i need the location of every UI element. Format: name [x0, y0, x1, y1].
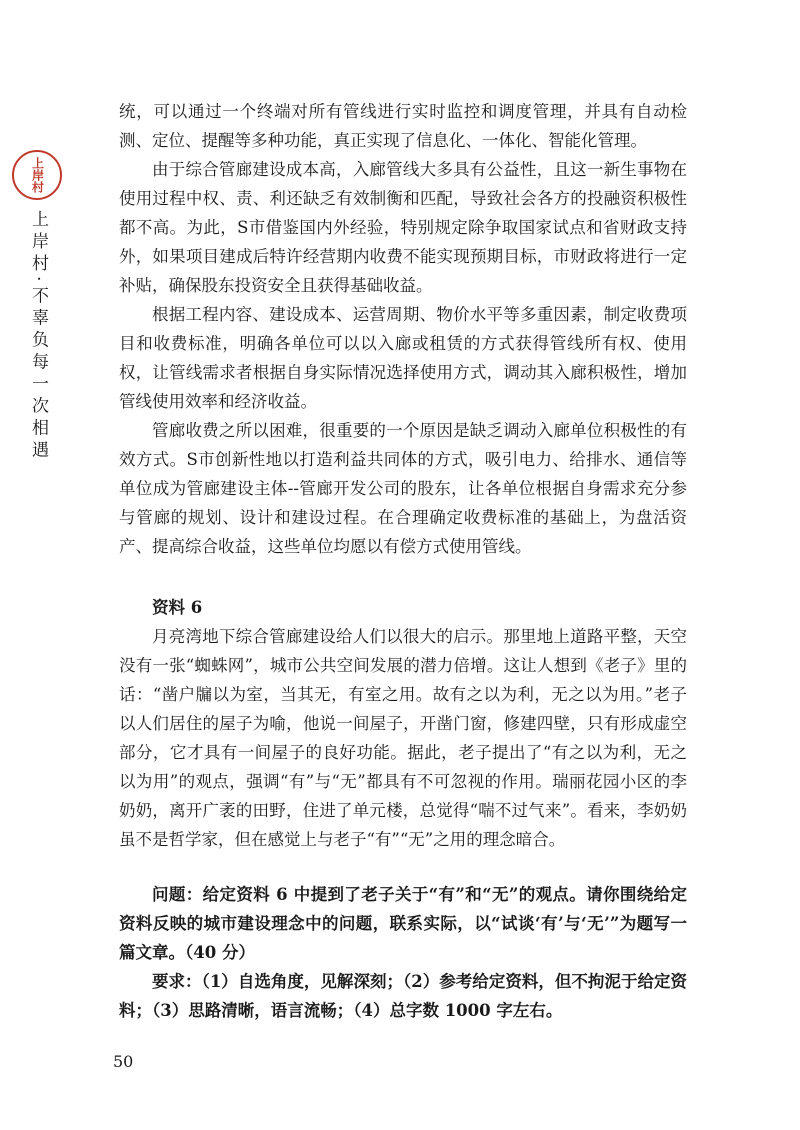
paragraph-3: 根据工程内容、建设成本、运营周期、物价水平等多重因素，制定收费项目和收费标准，明确各单位可以以入廊或租赁的方式获得管线所有权、使用权，让管线需求者根据自身实际情况选择使用方式，调动其入廊积极性，增加管线使用效率和经济收益。: [119, 305, 687, 411]
material-6-heading: 资料 6: [152, 598, 203, 617]
seal-logo: [12, 150, 62, 200]
page-content: [119, 97, 687, 1025]
page-number: 50: [113, 1052, 134, 1071]
material-6-text: 月亮湾地下综合管廊建设给人们以很大的启示。那里地上道路平整，天空没有一张“蜘蛛网”，城市公共空间发展的潜力倍增。这让人想到《老子》里的话：“凿户牖以为室，当其无，有室之用。故有之以为利，无之以为用。”老子以人们居住的屋子为喻，他说一间屋子，开凿门窗，修建四壁，只有形成虚空部分，它才具有一间屋子的良好功能。据此，老子提出了“有之以为利，无之以为用”的观点，强调“有”与“无”都具有不可忽视的作用。瑞丽花园小区的李奶奶，离开广袤的田野，住进了单元楼，总觉得“喘不过气来”。看来，李奶奶虽不是哲学家，但在感觉上与老子“有”“无”之用的理念暗合。: [119, 627, 687, 849]
side-title: 上岸村·不辜负每一次相遇: [28, 210, 48, 463]
paragraph-1: 统，可以通过一个终端对所有管线进行实时监控和调度管理，并具有自动检测、定位、提醒等多种功能，真正实现了信息化、一体化、智能化管理。: [119, 102, 687, 150]
question-requirements: 要求：（1）自选角度，见解深刻；（2）参考给定资料，但不拘泥于给定资料；（3）思路清晰，语言流畅；（4）总字数 1000 字左右。: [119, 972, 687, 1020]
paragraph-4: 管廊收费之所以困难，很重要的一个原因是缺乏调动入廊单位积极性的有效方式。S市创新性地以打造利益共同体的方式，吸引电力、给排水、通信等单位成为管廊建设主体--管廊开发公司的股东，让各单位根据自身需求充分参与管廊的规划、设计和建设过程。在合理确定收费标准的基础上，为盘活资产、提高综合收益，这些单位均愿以有偿方式使用管线。: [119, 421, 687, 556]
question-text: 问题：给定资料 6 中提到了老子关于“有”和“无”的观点。请你围绕给定资料反映的城市建设理念中的问题，联系实际，以“试谈‘有’与‘无’”为题写一篇文章。（40 分）: [119, 885, 687, 962]
seal-text: 上岸村: [30, 157, 45, 193]
paragraph-2: 由于综合管廊建设成本高，入廊管线大多具有公益性，且这一新生事物在使用过程中权、责、利还缺乏有效制衡和匹配，导致社会各方的投融资积极性都不高。为此，S市借鉴国内外经验，特别规定除争取国家试点和省财政支持外，如果项目建成后特许经营期内收费不能实现预期目标，市财政将进行一定补贴，确保股东投资安全且获得基础收益。: [119, 160, 687, 295]
